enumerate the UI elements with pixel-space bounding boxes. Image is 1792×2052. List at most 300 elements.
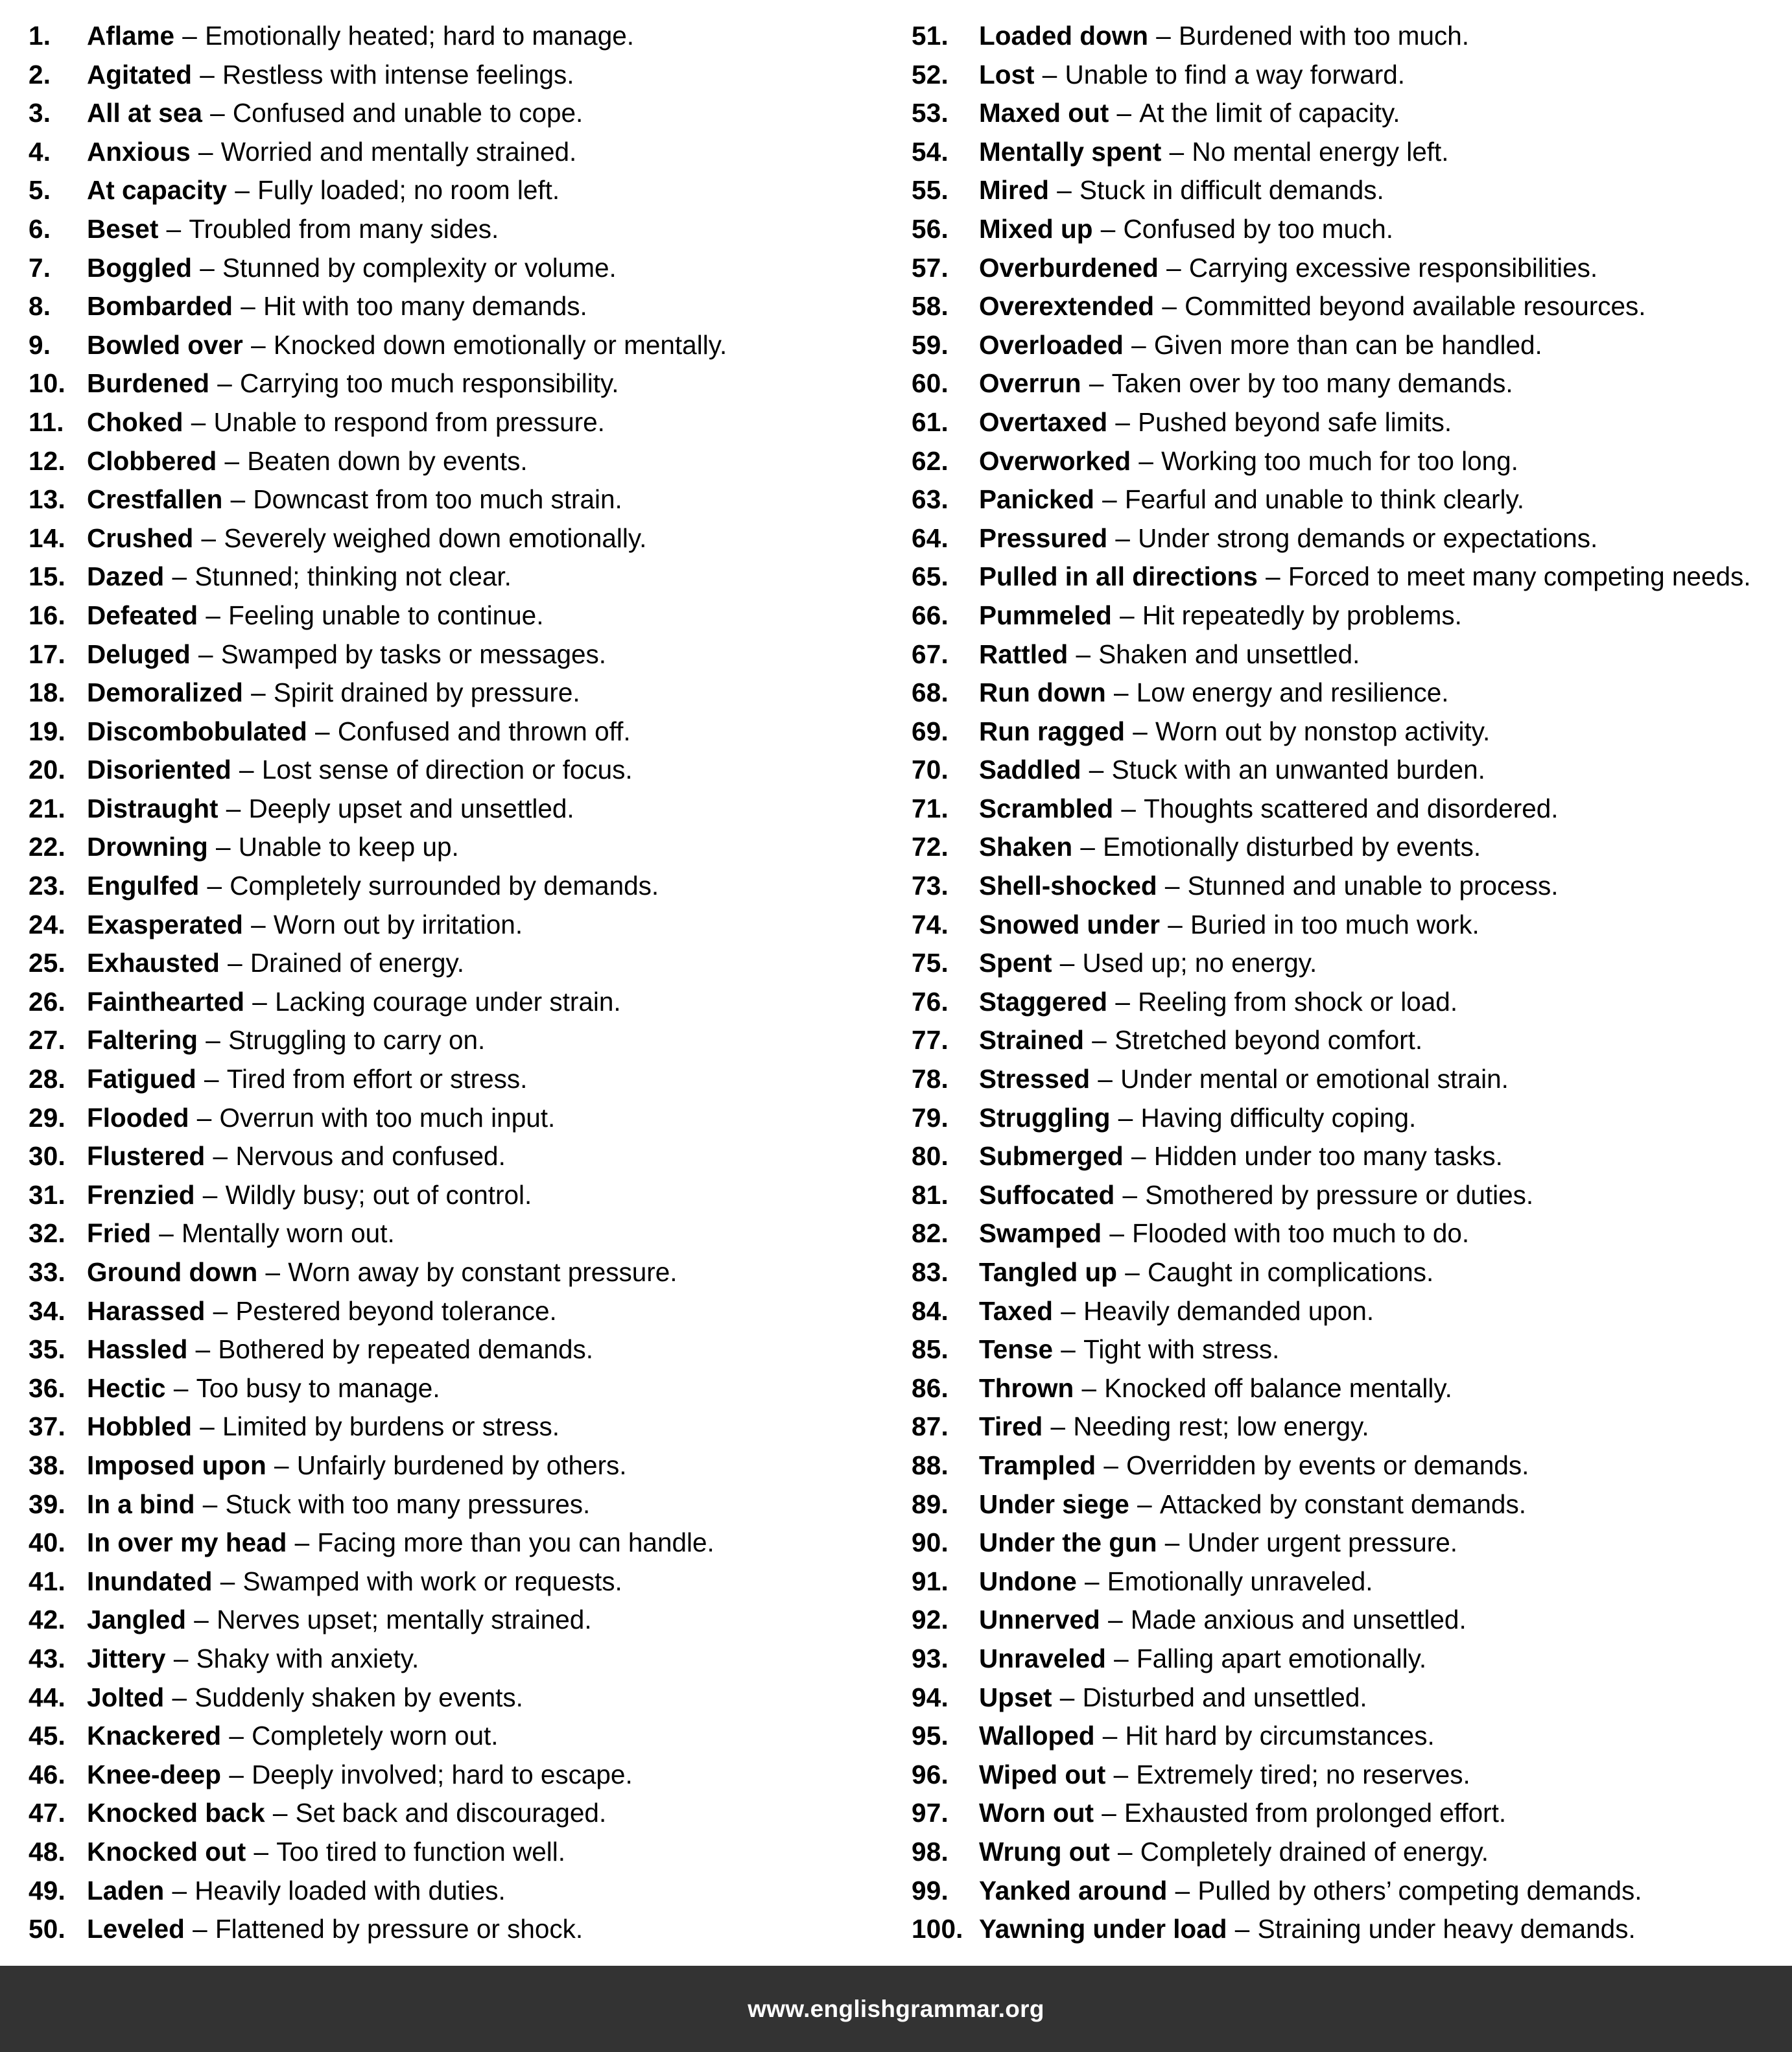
vocab-list-item xyxy=(29,1601,891,1640)
vocab-list-item xyxy=(29,480,891,519)
item-separator-dash: – xyxy=(196,1064,226,1094)
item-definition: Nerves upset; mentally strained. xyxy=(217,1605,592,1635)
item-definition: Shaken and unsettled. xyxy=(1098,639,1360,669)
item-body xyxy=(87,558,891,596)
item-term: Pummeled xyxy=(979,600,1112,630)
item-separator-dash: – xyxy=(1114,793,1144,823)
item-body xyxy=(979,17,1787,56)
item-number: 82. xyxy=(912,1218,949,1249)
item-definition: Spirit drained by pressure. xyxy=(273,678,580,708)
item-term: Flooded xyxy=(87,1102,189,1133)
item-body xyxy=(87,442,891,481)
item-separator-dash: – xyxy=(175,21,205,51)
item-term: Distraught xyxy=(87,793,218,823)
item-definition: Overrun with too much input. xyxy=(219,1102,556,1133)
item-definition: Swamped with work or requests. xyxy=(242,1566,622,1596)
item-separator-dash: – xyxy=(1157,1527,1187,1558)
item-number: 100. xyxy=(912,1914,963,1944)
item-separator-dash: – xyxy=(1052,948,1082,978)
item-body xyxy=(87,326,891,365)
item-number: 97. xyxy=(912,1798,949,1828)
item-body xyxy=(979,1214,1787,1253)
item-body xyxy=(979,210,1787,249)
vocab-list-item xyxy=(912,364,1787,403)
item-term: Submerged xyxy=(979,1141,1124,1172)
item-definition: Shaky with anxiety. xyxy=(196,1643,419,1673)
vocab-list-item xyxy=(29,1292,891,1331)
item-term: Disoriented xyxy=(87,755,231,785)
item-definition: Used up; no energy. xyxy=(1082,948,1317,978)
item-separator-dash: – xyxy=(208,832,238,862)
item-number: 84. xyxy=(912,1295,949,1326)
item-definition: Emotionally unraveled. xyxy=(1107,1566,1373,1596)
item-number: 11. xyxy=(29,407,64,437)
item-number: 70. xyxy=(912,755,949,785)
item-separator-dash: – xyxy=(1074,1373,1104,1403)
item-number: 24. xyxy=(29,909,65,939)
item-definition: Under mental or emotional strain. xyxy=(1120,1064,1509,1094)
item-separator-dash: – xyxy=(265,1798,295,1828)
vocab-list-item xyxy=(29,906,891,945)
item-separator-dash: – xyxy=(222,1759,252,1789)
item-body xyxy=(87,1833,891,1872)
item-term: Undone xyxy=(979,1566,1077,1596)
item-term: Mired xyxy=(979,175,1050,206)
vocab-list-right xyxy=(912,17,1787,1949)
item-number: 18. xyxy=(29,678,65,708)
item-separator-dash: – xyxy=(192,1411,222,1442)
item-body xyxy=(87,1485,891,1524)
item-separator-dash: – xyxy=(187,1605,217,1635)
item-separator-dash: – xyxy=(193,59,222,89)
item-definition: Hit with too many demands. xyxy=(263,291,587,322)
item-definition: Taken over by too many demands. xyxy=(1111,368,1513,399)
item-term: Knee-deep xyxy=(87,1759,222,1789)
item-number: 6. xyxy=(29,213,51,244)
item-body xyxy=(979,249,1787,288)
item-number: 10. xyxy=(29,368,65,399)
item-definition: Forced to meet many competing needs. xyxy=(1288,561,1751,592)
item-definition: Severely weighed down emotionally. xyxy=(224,523,647,553)
item-separator-dash: – xyxy=(1052,1682,1082,1712)
item-separator-dash: – xyxy=(195,1489,225,1519)
vocab-list-item xyxy=(29,1563,891,1601)
item-term: Yanked around xyxy=(979,1875,1168,1905)
item-number: 35. xyxy=(29,1334,65,1365)
item-number: 16. xyxy=(29,600,65,630)
item-number: 85. xyxy=(912,1334,949,1365)
vocab-list-item xyxy=(912,944,1787,983)
item-definition: Fully loaded; no room left. xyxy=(257,175,560,206)
item-body xyxy=(87,1910,891,1949)
item-number: 38. xyxy=(29,1450,65,1480)
item-term: Thrown xyxy=(979,1373,1074,1403)
item-separator-dash: – xyxy=(233,291,263,322)
item-body xyxy=(979,1640,1787,1679)
item-number: 92. xyxy=(912,1605,949,1635)
item-number: 45. xyxy=(29,1721,65,1751)
vocab-list-item xyxy=(912,635,1787,674)
item-body xyxy=(979,944,1787,983)
item-term: Tense xyxy=(979,1334,1054,1365)
item-definition: Deeply upset and unsettled. xyxy=(248,793,574,823)
item-separator-dash: – xyxy=(183,407,213,437)
item-definition: Restless with intense feelings. xyxy=(222,59,574,89)
vocab-list-item xyxy=(29,1717,891,1756)
item-term: Defeated xyxy=(87,600,198,630)
item-number: 5. xyxy=(29,175,51,206)
item-term: Suffocated xyxy=(979,1179,1115,1210)
vocab-list-item xyxy=(912,790,1787,829)
item-body xyxy=(979,558,1787,596)
item-definition: Deeply involved; hard to escape. xyxy=(252,1759,633,1789)
vocab-list-item xyxy=(29,635,891,674)
item-body xyxy=(87,828,891,867)
item-number: 36. xyxy=(29,1373,65,1403)
vocab-list-item xyxy=(912,1021,1787,1060)
item-body xyxy=(87,674,891,713)
item-number: 89. xyxy=(912,1489,949,1519)
item-number: 13. xyxy=(29,484,65,515)
item-body xyxy=(979,1601,1787,1640)
vocab-list-item xyxy=(29,17,891,56)
item-definition: Needing rest; low energy. xyxy=(1073,1411,1369,1442)
vocab-list-item xyxy=(912,983,1787,1022)
vocab-list-item xyxy=(912,171,1787,210)
item-term: Crestfallen xyxy=(87,484,223,515)
item-body xyxy=(979,790,1787,829)
footer-website-url[interactable]: www.englishgrammar.org xyxy=(748,1995,1044,2022)
item-body xyxy=(979,403,1787,442)
item-definition: Hidden under too many tasks. xyxy=(1153,1141,1503,1172)
vocab-list-item xyxy=(912,1910,1787,1949)
vocab-list-item xyxy=(29,442,891,481)
item-definition: Struggling to carry on. xyxy=(228,1025,486,1055)
item-body xyxy=(87,983,891,1022)
item-number: 27. xyxy=(29,1025,65,1055)
item-number: 29. xyxy=(29,1102,65,1133)
item-separator-dash: – xyxy=(1227,1914,1257,1944)
item-number: 41. xyxy=(29,1566,65,1596)
item-term: Overworked xyxy=(979,445,1131,476)
item-separator-dash: – xyxy=(202,98,232,128)
vocab-list-item xyxy=(912,1060,1787,1099)
item-body xyxy=(87,1408,891,1446)
vocab-list-item xyxy=(29,1099,891,1138)
item-term: Boggled xyxy=(87,252,192,283)
item-definition: Thoughts scattered and disordered. xyxy=(1144,793,1559,823)
vocab-list-item xyxy=(29,1485,891,1524)
item-term: Panicked xyxy=(979,484,1094,515)
item-body xyxy=(87,1060,891,1099)
item-number: 32. xyxy=(29,1218,65,1249)
item-term: Maxed out xyxy=(979,98,1109,128)
item-separator-dash: – xyxy=(1106,1759,1136,1789)
item-definition: Overridden by events or demands. xyxy=(1126,1450,1529,1480)
item-number: 22. xyxy=(29,832,65,862)
item-term: Struggling xyxy=(979,1102,1111,1133)
item-number: 21. xyxy=(29,793,65,823)
item-body xyxy=(979,480,1787,519)
item-separator-dash: – xyxy=(246,1836,276,1867)
item-term: Staggered xyxy=(979,986,1108,1017)
item-term: All at sea xyxy=(87,98,202,128)
item-term: Under the gun xyxy=(979,1527,1157,1558)
item-term: Inundated xyxy=(87,1566,213,1596)
item-definition: Wildly busy; out of control. xyxy=(225,1179,532,1210)
vocab-list-item xyxy=(29,1408,891,1446)
item-number: 66. xyxy=(912,600,949,630)
item-number: 60. xyxy=(912,368,949,399)
vocab-list-item xyxy=(912,828,1787,867)
item-number: 88. xyxy=(912,1450,949,1480)
item-number: 81. xyxy=(912,1179,949,1210)
item-body xyxy=(979,1408,1787,1446)
item-definition: Given more than can be handled. xyxy=(1153,329,1542,360)
item-term: Ground down xyxy=(87,1257,258,1287)
item-number: 62. xyxy=(912,445,949,476)
item-number: 64. xyxy=(912,523,949,553)
item-term: Bowled over xyxy=(87,329,243,360)
vocab-list-item xyxy=(912,1408,1787,1446)
item-separator-dash: – xyxy=(1126,716,1155,746)
item-body xyxy=(87,480,891,519)
item-body xyxy=(979,171,1787,210)
item-separator-dash: – xyxy=(1050,175,1079,206)
item-definition: Emotionally heated; hard to manage. xyxy=(205,21,634,51)
item-definition: Confused by too much. xyxy=(1123,213,1394,244)
vocab-list-item xyxy=(912,1446,1787,1485)
item-body xyxy=(979,1099,1787,1138)
item-term: Flustered xyxy=(87,1141,206,1172)
item-separator-dash: – xyxy=(152,1218,182,1249)
vocab-list-item xyxy=(29,1872,891,1911)
item-number: 74. xyxy=(912,909,949,939)
vocab-list-item xyxy=(29,790,891,829)
item-term: Upset xyxy=(979,1682,1052,1712)
item-body xyxy=(87,1872,891,1911)
item-term: Mixed up xyxy=(979,213,1093,244)
item-body xyxy=(87,56,891,95)
item-number: 73. xyxy=(912,871,949,901)
item-definition: Stuck with an unwanted burden. xyxy=(1111,755,1485,785)
item-body xyxy=(87,1099,891,1138)
item-separator-dash: – xyxy=(206,1295,235,1326)
item-number: 51. xyxy=(912,21,949,51)
item-term: Imposed upon xyxy=(87,1450,266,1480)
item-separator-dash: – xyxy=(220,948,250,978)
item-body xyxy=(87,249,891,288)
item-term: Overrun xyxy=(979,368,1081,399)
vocab-list-item xyxy=(29,944,891,983)
item-number: 9. xyxy=(29,329,51,360)
item-number: 23. xyxy=(29,871,65,901)
vocab-list-item xyxy=(29,1137,891,1176)
item-separator-dash: – xyxy=(1035,59,1065,89)
item-separator-dash: – xyxy=(1043,1411,1073,1442)
item-term: Mentally spent xyxy=(979,136,1162,167)
item-definition: Unable to find a way forward. xyxy=(1065,59,1406,89)
item-definition: Feeling unable to continue. xyxy=(228,600,544,630)
item-term: Trampled xyxy=(979,1450,1096,1480)
item-number: 4. xyxy=(29,136,51,167)
item-term: Bombarded xyxy=(87,291,233,322)
item-separator-dash: – xyxy=(1112,600,1142,630)
item-number: 26. xyxy=(29,986,65,1017)
item-number: 1. xyxy=(29,21,51,51)
item-separator-dash: – xyxy=(243,909,273,939)
item-separator-dash: – xyxy=(1162,136,1192,167)
item-term: Taxed xyxy=(979,1295,1054,1326)
item-separator-dash: – xyxy=(198,600,228,630)
item-number: 48. xyxy=(29,1836,65,1867)
item-body xyxy=(87,944,891,983)
item-definition: Falling apart emotionally. xyxy=(1136,1643,1427,1673)
item-body xyxy=(87,1756,891,1795)
item-body xyxy=(87,790,891,829)
item-term: Fainthearted xyxy=(87,986,245,1017)
item-number: 39. xyxy=(29,1489,65,1519)
vocab-list-item xyxy=(29,210,891,249)
item-body xyxy=(979,364,1787,403)
item-separator-dash: – xyxy=(1081,368,1111,399)
vocab-list-item xyxy=(912,596,1787,635)
item-definition: No mental energy left. xyxy=(1192,136,1449,167)
item-definition: Completely worn out. xyxy=(252,1721,499,1751)
item-number: 67. xyxy=(912,639,949,669)
item-body xyxy=(979,94,1787,133)
item-separator-dash: – xyxy=(1161,909,1190,939)
column-right xyxy=(896,17,1792,1966)
item-definition: Nervous and confused. xyxy=(235,1141,506,1172)
vocab-list-item xyxy=(29,1214,891,1253)
vocab-list-left xyxy=(29,17,891,1949)
vocab-list-item xyxy=(29,1524,891,1563)
vocab-list-item xyxy=(29,1369,891,1408)
vocab-list-item xyxy=(912,1563,1787,1601)
item-separator-dash: – xyxy=(1106,1643,1136,1673)
vocab-list-item xyxy=(29,1640,891,1679)
item-definition: Under strong demands or expectations. xyxy=(1138,523,1598,553)
item-term: Faltering xyxy=(87,1025,198,1055)
item-body xyxy=(979,596,1787,635)
vocab-list-item xyxy=(912,867,1787,906)
item-separator-dash: – xyxy=(159,213,189,244)
vocab-list-item xyxy=(912,1137,1787,1176)
item-term: Overtaxed xyxy=(979,407,1108,437)
item-definition: Drained of energy. xyxy=(250,948,465,978)
item-definition: Carrying too much responsibility. xyxy=(240,368,619,399)
item-body xyxy=(87,596,891,635)
item-number: 28. xyxy=(29,1064,65,1094)
item-body xyxy=(87,133,891,172)
item-term: Fried xyxy=(87,1218,152,1249)
item-definition: Confused and thrown off. xyxy=(337,716,631,746)
item-body xyxy=(979,828,1787,867)
item-separator-dash: – xyxy=(1073,832,1103,862)
item-term: Tired xyxy=(979,1411,1043,1442)
item-term: Pulled in all directions xyxy=(979,561,1258,592)
item-number: 56. xyxy=(912,213,949,244)
item-term: Knocked back xyxy=(87,1798,265,1828)
item-body xyxy=(979,1872,1787,1911)
item-body xyxy=(87,1137,891,1176)
vocab-list-item xyxy=(912,1330,1787,1369)
item-separator-dash: – xyxy=(1159,252,1188,283)
item-separator-dash: – xyxy=(1117,1257,1148,1287)
item-separator-dash: – xyxy=(1077,1566,1107,1596)
item-body xyxy=(979,1833,1787,1872)
item-body xyxy=(87,171,891,210)
vocab-list-item xyxy=(912,94,1787,133)
vocab-list-item xyxy=(29,519,891,558)
item-definition: Too busy to manage. xyxy=(196,1373,440,1403)
item-body xyxy=(87,1679,891,1717)
item-number: 83. xyxy=(912,1257,949,1287)
item-body xyxy=(979,1717,1787,1756)
item-term: Rattled xyxy=(979,639,1068,669)
item-definition: Troubled from many sides. xyxy=(189,213,499,244)
item-body xyxy=(87,1176,891,1215)
item-number: 52. xyxy=(912,59,949,89)
item-term: Crushed xyxy=(87,523,194,553)
item-separator-dash: – xyxy=(245,986,275,1017)
item-term: Beset xyxy=(87,213,159,244)
vocab-list-item xyxy=(29,171,891,210)
item-term: Demoralized xyxy=(87,678,243,708)
vocab-list-item xyxy=(29,983,891,1022)
item-separator-dash: – xyxy=(165,1682,195,1712)
item-number: 55. xyxy=(912,175,949,206)
item-body xyxy=(87,17,891,56)
item-number: 61. xyxy=(912,407,949,437)
item-definition: Disturbed and unsettled. xyxy=(1082,1682,1367,1712)
item-separator-dash: – xyxy=(222,1721,252,1751)
vocab-list-item xyxy=(912,558,1787,596)
item-definition: Extremely tired; no reserves. xyxy=(1136,1759,1470,1789)
item-separator-dash: – xyxy=(165,1875,195,1905)
item-number: 94. xyxy=(912,1682,949,1712)
item-separator-dash: – xyxy=(1100,1605,1130,1635)
item-term: Scrambled xyxy=(979,793,1114,823)
item-definition: Heavily loaded with duties. xyxy=(195,1875,506,1905)
item-definition: Downcast from too much strain. xyxy=(253,484,622,515)
item-separator-dash: – xyxy=(1091,1064,1120,1094)
vocab-list-item xyxy=(912,1601,1787,1640)
vocab-list-item xyxy=(912,133,1787,172)
item-separator-dash: – xyxy=(1111,1102,1140,1133)
vocab-list-item xyxy=(29,56,891,95)
item-number: 49. xyxy=(29,1875,65,1905)
vocab-list-item xyxy=(912,1253,1787,1292)
item-definition: Knocked down emotionally or mentally. xyxy=(273,329,727,360)
item-number: 80. xyxy=(912,1141,949,1172)
item-definition: Stunned and unable to process. xyxy=(1187,871,1559,901)
item-separator-dash: – xyxy=(1081,755,1111,785)
item-definition: Tired from effort or stress. xyxy=(226,1064,528,1094)
item-definition: Having difficulty coping. xyxy=(1140,1102,1417,1133)
item-term: Knackered xyxy=(87,1721,222,1751)
item-separator-dash: – xyxy=(1085,1025,1114,1055)
item-body xyxy=(87,287,891,326)
item-definition: Completely surrounded by demands. xyxy=(230,871,659,901)
item-term: Aflame xyxy=(87,21,175,51)
item-definition: Stuck with too many pressures. xyxy=(225,1489,591,1519)
item-definition: Pushed beyond safe limits. xyxy=(1138,407,1452,437)
item-definition: Stunned; thinking not clear. xyxy=(195,561,512,592)
item-term: Anxious xyxy=(87,136,191,167)
item-body xyxy=(979,1524,1787,1563)
